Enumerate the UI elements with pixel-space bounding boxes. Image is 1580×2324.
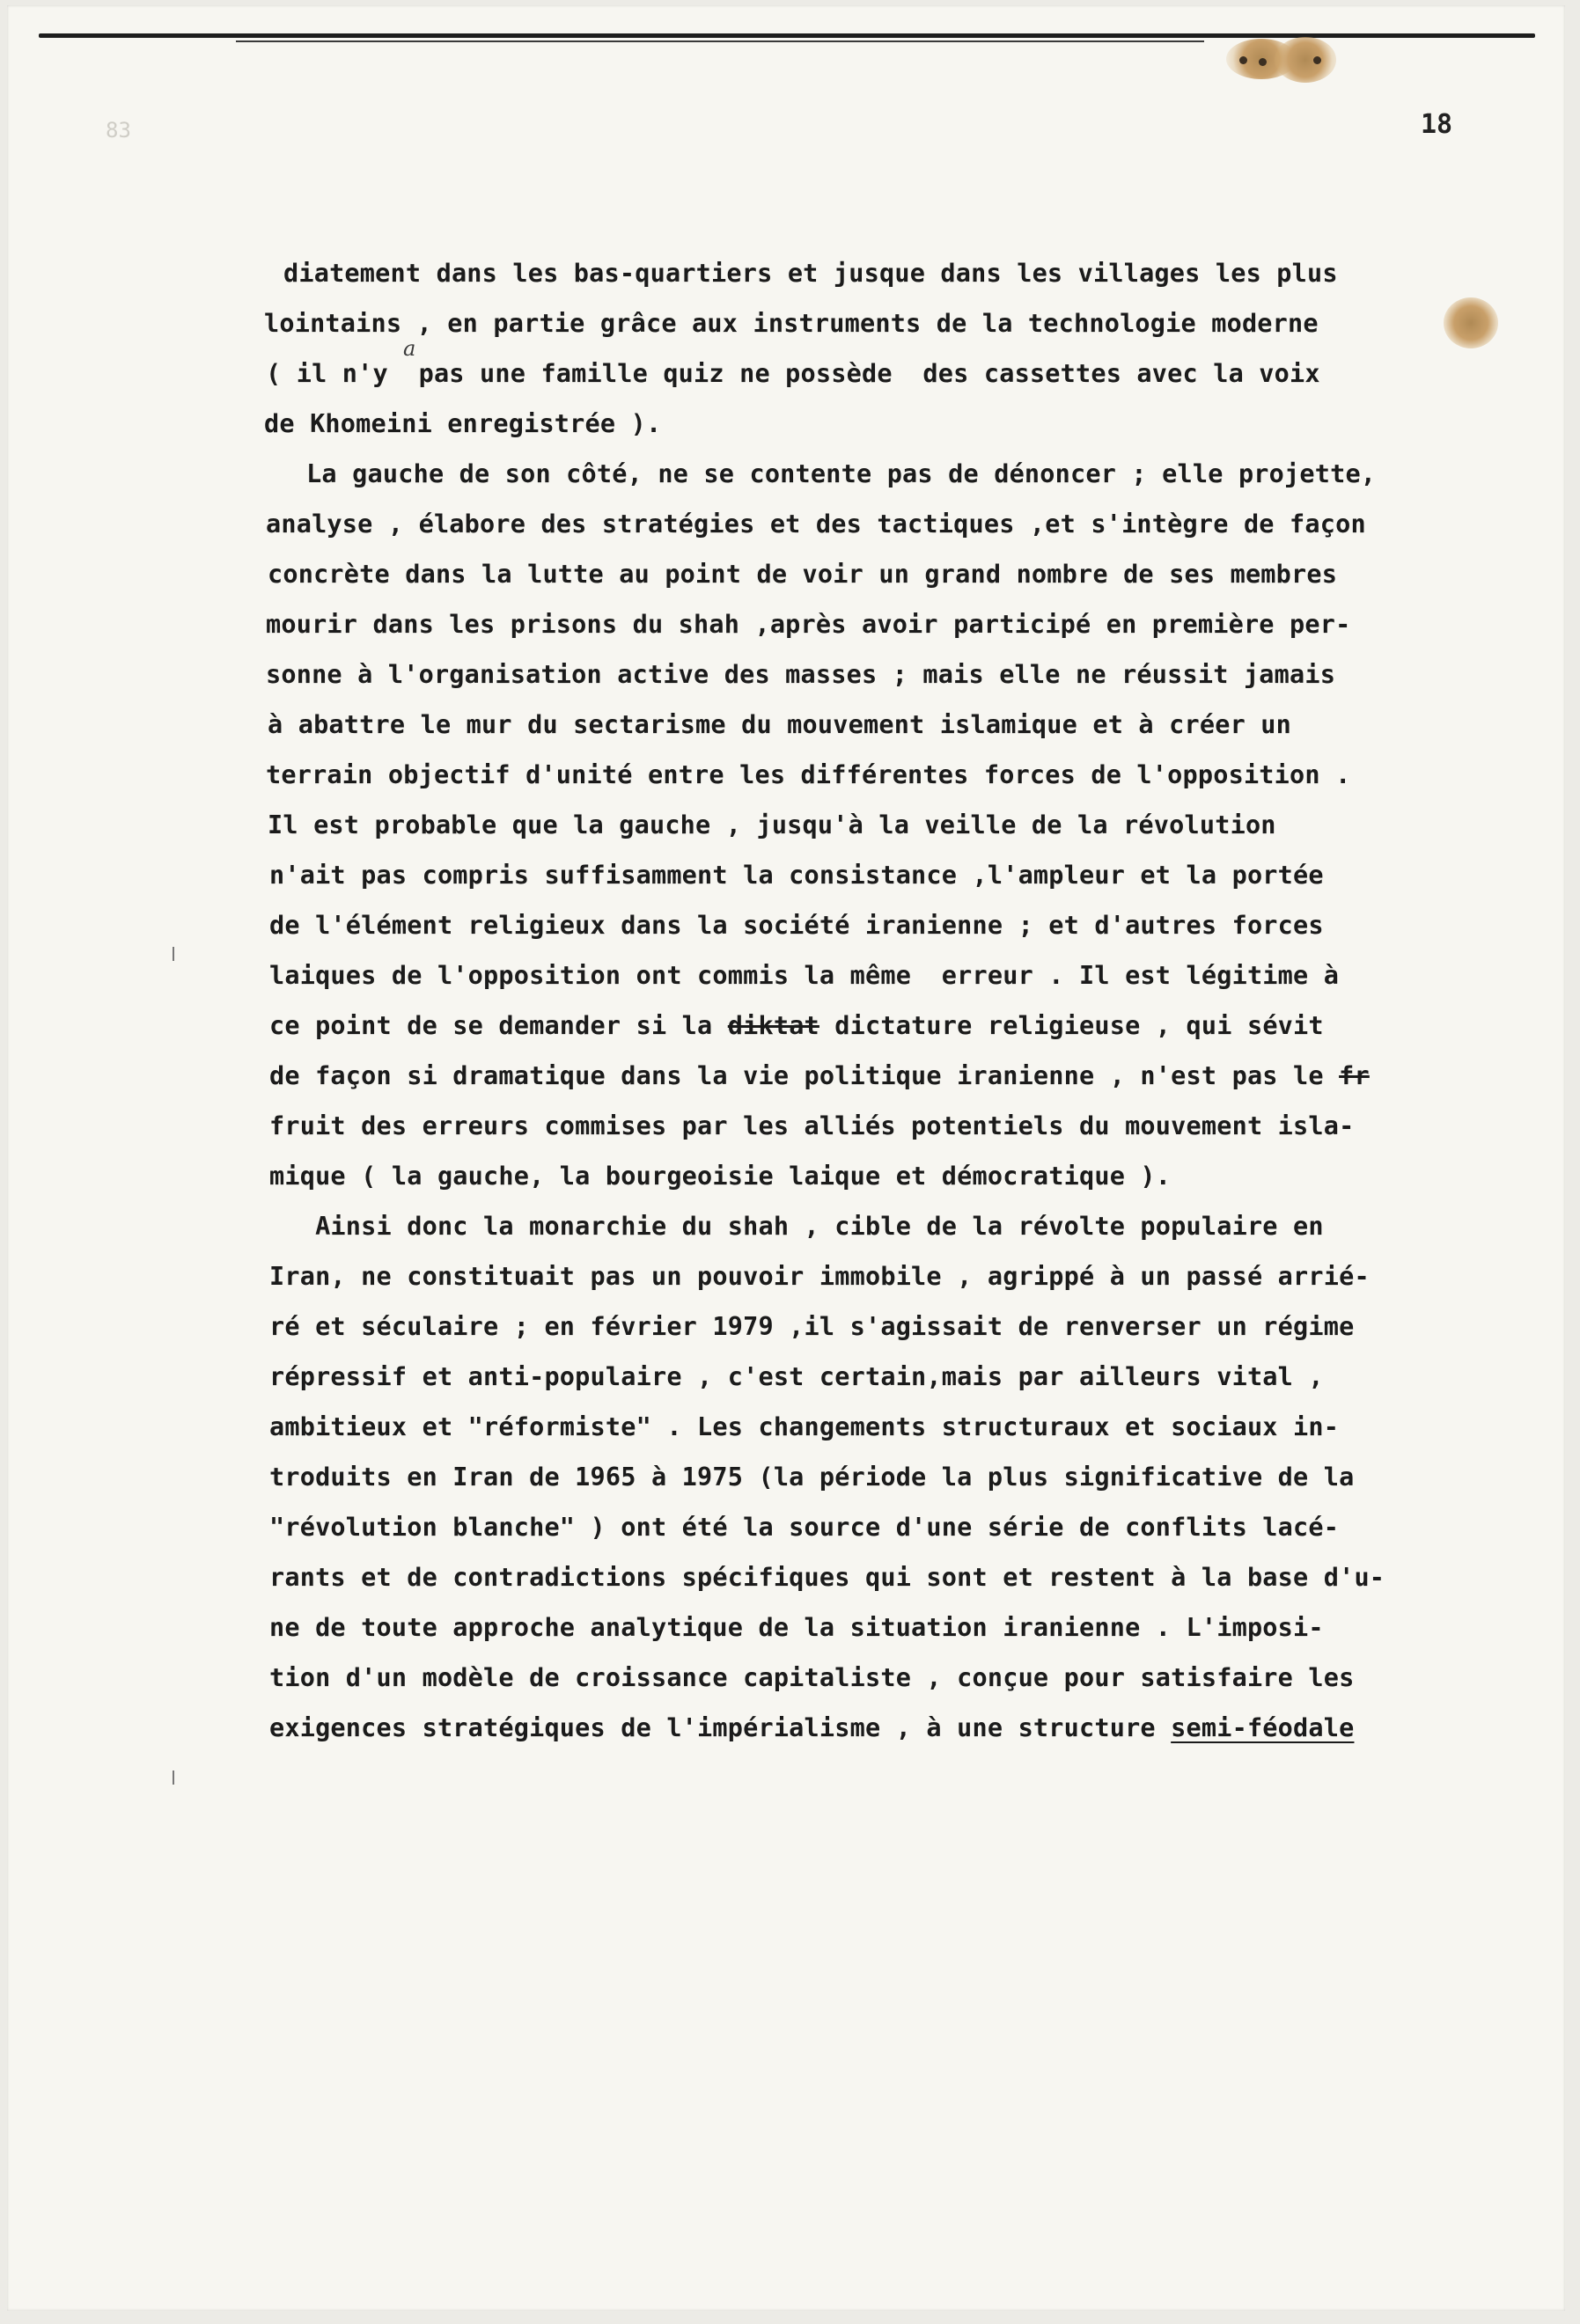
pin-hole bbox=[1313, 56, 1321, 64]
text-line: ambitieux et "réformiste" . Les changements structuraux et sociaux in- bbox=[269, 1412, 1340, 1441]
struck-word: fr bbox=[1339, 1061, 1370, 1090]
text-line: n'ait pas compris suffisamment la consistance ,l'ampleur et la portée bbox=[269, 861, 1324, 890]
text-line: à abattre le mur du sectarisme du mouvement islamique et à créer un bbox=[268, 710, 1292, 739]
pin-hole bbox=[1239, 56, 1247, 64]
text-line: rants et de contradictions spécifiques qui sont et restent à la base d'u- bbox=[269, 1563, 1385, 1592]
text-line: ne de toute approche analytique de la situation iranienne . L'imposi- bbox=[269, 1613, 1324, 1642]
text-line: répressif et anti-populaire , c'est certain,mais par ailleurs vital , bbox=[269, 1362, 1324, 1391]
text-line: mourir dans les prisons du shah ,après avoir participé en première per- bbox=[266, 610, 1351, 639]
text-line: mique ( la gauche, la bourgeoisie laique et démocratique ). bbox=[269, 1162, 1172, 1191]
text-line: Ainsi donc la monarchie du shah , cible de la révolte populaire en bbox=[269, 1212, 1324, 1241]
text-line: Il est probable que la gauche , jusqu'à la veille de la révolution bbox=[268, 810, 1276, 839]
text-line: La gauche de son côté, ne se contente pas de dénoncer ; elle projette, bbox=[261, 459, 1377, 488]
text-line: de l'élément religieux dans la société iranienne ; et d'autres forces bbox=[269, 911, 1324, 940]
text-line: Iran, ne constituait pas un pouvoir immobile , agrippé à un passé arrié- bbox=[269, 1262, 1370, 1291]
text-line: tion d'un modèle de croissance capitaliste , conçue pour satisfaire les bbox=[269, 1663, 1355, 1692]
text-segment: dictature religieuse , qui sévit bbox=[819, 1011, 1324, 1040]
text-segment: exigences stratégiques de l'impérialisme , à une structure bbox=[269, 1713, 1172, 1742]
underlined-word: semi-féodale bbox=[1171, 1713, 1355, 1742]
text-segment: ce point de se demander si la bbox=[269, 1011, 728, 1040]
text-line: lointains , en partie grâce aux instruments de la technologie moderne bbox=[264, 309, 1319, 338]
rust-stain bbox=[1444, 297, 1498, 348]
text-line: ( il n'y pas une famille quiz ne possède des cassettes avec la voix bbox=[266, 359, 1320, 388]
text-line: terrain objectif d'unité entre les différentes forces de l'opposition . bbox=[266, 760, 1351, 789]
text-line bbox=[269, 1061, 1370, 1091]
text-line: sonne à l'organisation active des masses ; mais elle ne réussit jamais bbox=[266, 660, 1336, 689]
text-line: ré et séculaire ; en février 1979 ,il s'agissait de renverser un régime bbox=[269, 1312, 1355, 1341]
paper-sheet bbox=[7, 5, 1565, 2311]
handwritten-insertion: a bbox=[403, 336, 416, 361]
text-line: analyse , élabore des stratégies et des tactiques ,et s'intègre de façon bbox=[266, 510, 1366, 539]
margin-mark bbox=[173, 1770, 174, 1785]
text-line bbox=[269, 1713, 1354, 1743]
text-line: fruit des erreurs commises par les alliés potentiels du mouvement isla- bbox=[269, 1111, 1355, 1140]
struck-word: diktat bbox=[727, 1011, 819, 1040]
text-segment: de façon si dramatique dans la vie politique iranienne , n'est pas le bbox=[269, 1061, 1340, 1090]
top-rule-secondary bbox=[236, 40, 1204, 42]
ghost-page-number: 83 bbox=[106, 118, 131, 143]
margin-mark bbox=[173, 947, 174, 961]
page-number: 18 bbox=[1421, 109, 1453, 140]
text-line: de Khomeini enregistrée ). bbox=[264, 409, 662, 438]
pin-hole bbox=[1259, 58, 1267, 66]
text-line: troduits en Iran de 1965 à 1975 (la période la plus significative de la bbox=[269, 1463, 1355, 1492]
text-line: concrète dans la lutte au point de voir un grand nombre de ses membres bbox=[268, 560, 1338, 589]
text-line bbox=[269, 1011, 1324, 1041]
rust-stain bbox=[1275, 37, 1336, 83]
text-line: laiques de l'opposition ont commis la même erreur . Il est légitime à bbox=[269, 961, 1340, 990]
text-line: diatement dans les bas-quartiers et jusque dans les villages les plus bbox=[283, 259, 1338, 288]
text-line: "révolution blanche" ) ont été la source d'une série de conflits lacé- bbox=[269, 1513, 1340, 1542]
